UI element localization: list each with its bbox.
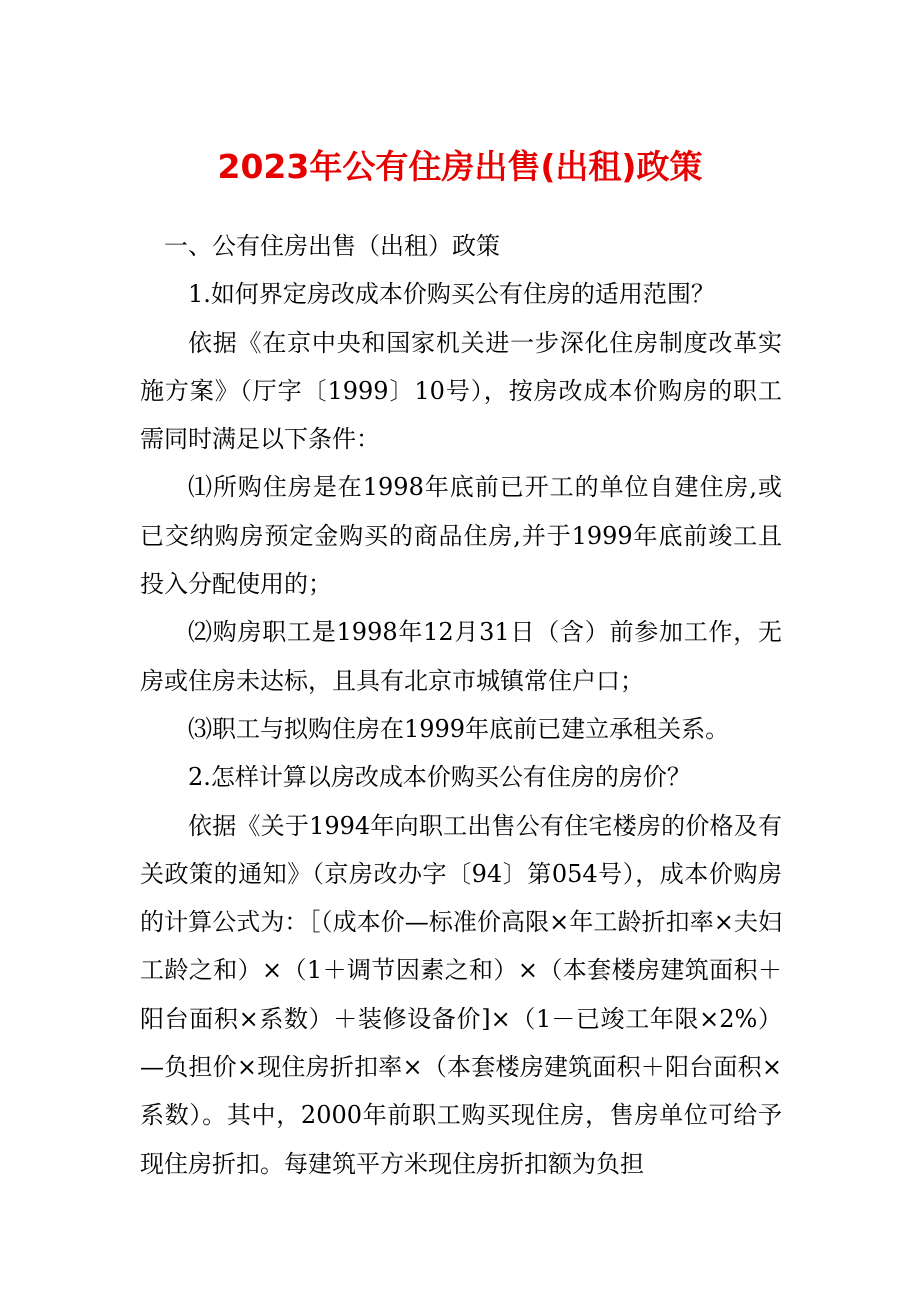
section-heading: 一、公有住房出售（出租）政策	[164, 232, 500, 260]
condition-2: ⑵购房职工是1998年12月31日（含）前参加工作，无房或住房未达标，且具有北京市城镇常住户口；	[140, 618, 782, 695]
document-body	[140, 222, 782, 1188]
answer-1-intro: 依据《在京中央和国家机关进一步深化住房制度改革实施方案》（厅字〔1999〕10号），按房改成本价购房的职工需同时满足以下条件：	[140, 328, 782, 454]
question-2: 2.怎样计算以房改成本价购买公有住房的房价？	[188, 763, 691, 792]
condition-1: ⑴所购住房是在1998年底前已开工的单位自建住房,或已交纳购房预定金购买的商品住房,并于1999年底前竣工且投入分配使用的；	[140, 473, 782, 599]
question-1: 1.如何界定房改成本价购买公有住房的适用范围？	[188, 280, 715, 309]
condition-3: ⑶职工与拟购住房在1999年底前已建立承租关系。	[188, 714, 730, 743]
answer-2: 依据《关于1994年向职工出售公有住宅楼房的价格及有关政策的通知》（京房改办字〔94〕第054号），成本价购房的计算公式为：［（成本价—标准价高限×年工龄折扣率×夫妇工龄之和）×（1＋调节因素之和）×（本套楼房建筑面积＋阳台面积×系数）＋装修设备价]×（1－已竣工年限×2%）—负担价×现住房折扣率×（本套楼房建筑面积＋阳台面积×系数）。其中，2000年前职工购买现住房，售房单位可给予现住房折扣。每建筑平方米现住房折扣额为负担	[140, 811, 782, 1178]
document-title: 2023年公有住房出售(出租)政策	[217, 147, 703, 186]
